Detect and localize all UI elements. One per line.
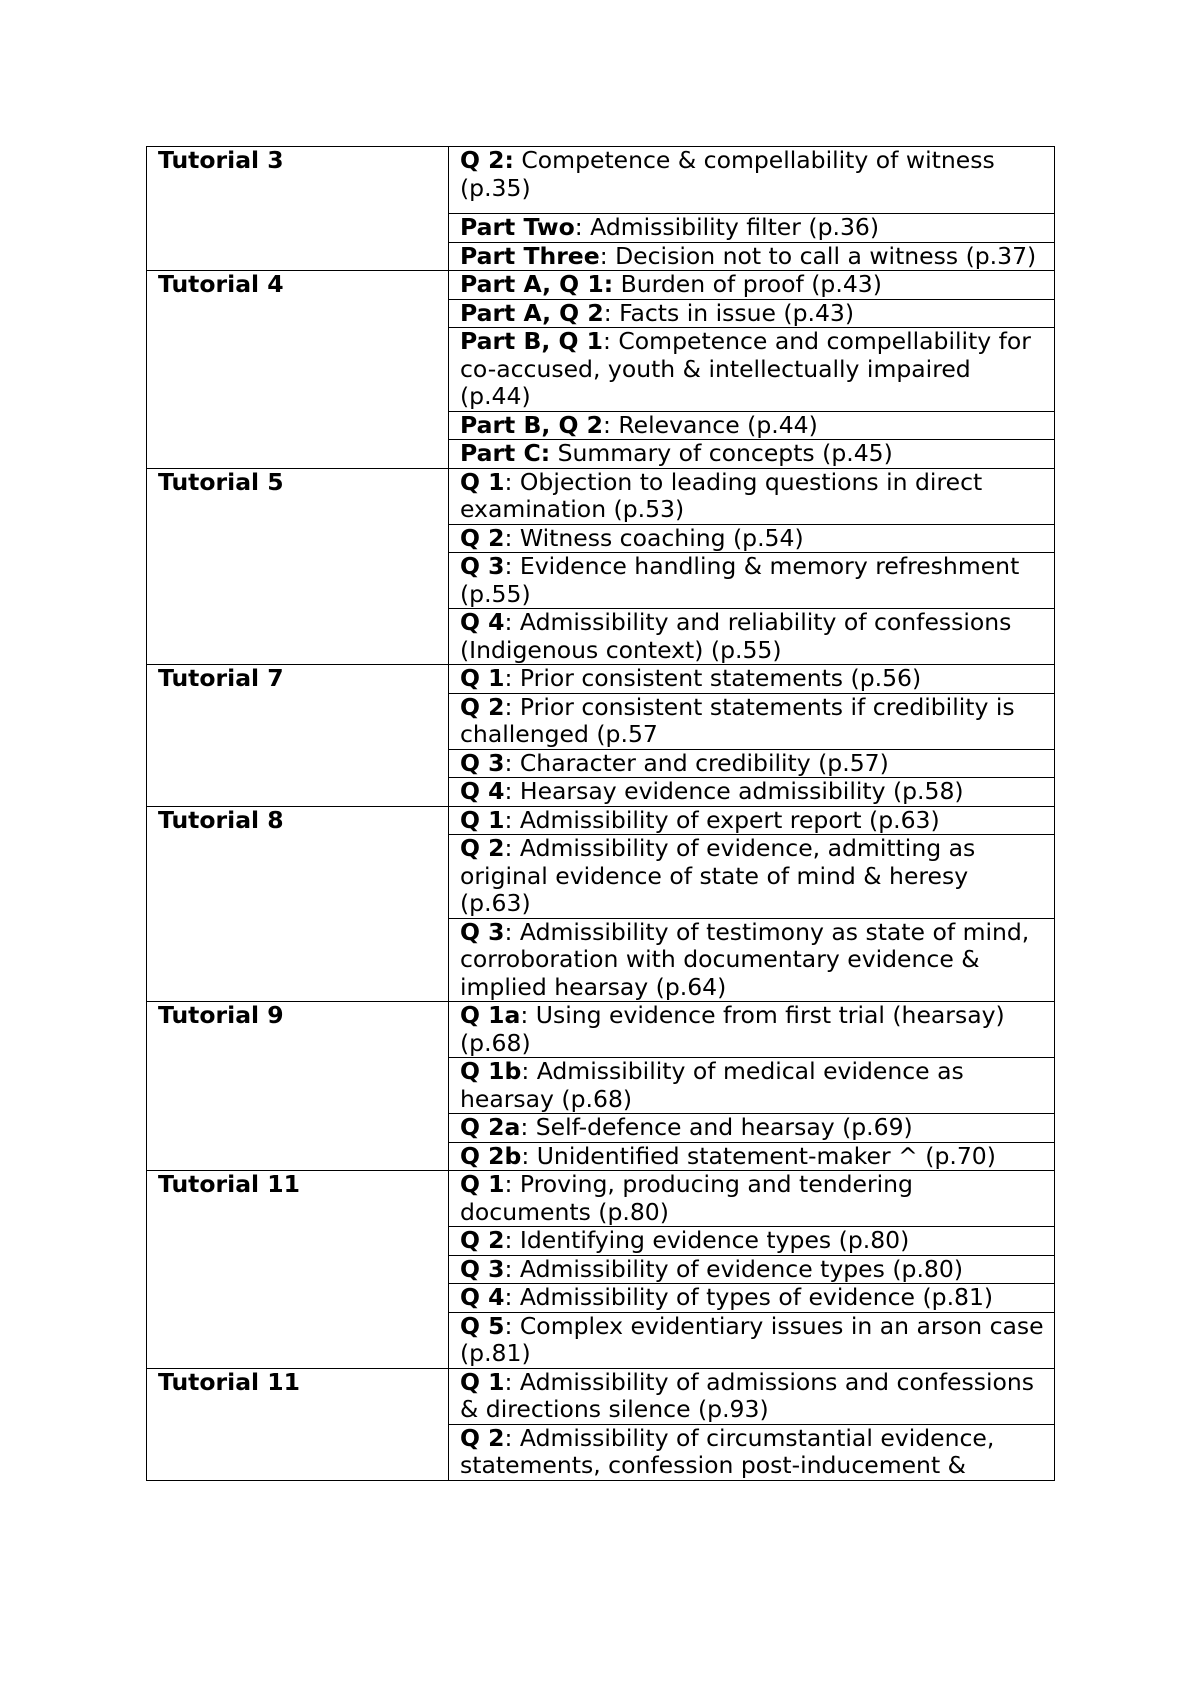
question-text: : Admissibility of medical evidence as hearsay (p.68) xyxy=(460,1057,964,1113)
question-cell xyxy=(449,1114,1055,1143)
question-lead: Q 3 xyxy=(460,917,505,946)
question-lead: Q 3 xyxy=(460,1254,505,1283)
question-lead: Q 2b xyxy=(460,1141,522,1170)
question-cell xyxy=(449,1424,1055,1480)
question-lead: Part A, Q 1: xyxy=(460,270,614,298)
question-cell xyxy=(449,1058,1055,1114)
question-lead: Part Three xyxy=(460,241,600,270)
question-cell xyxy=(449,411,1055,440)
question-cell xyxy=(449,242,1055,271)
question-cell xyxy=(449,693,1055,749)
question-text: : Decision not to call a witness (p.37) xyxy=(599,241,1037,270)
table-row xyxy=(147,271,1055,300)
question-cell xyxy=(449,665,1055,694)
question-text: Summary of concepts (p.45) xyxy=(550,439,893,467)
question-cell xyxy=(449,1171,1055,1227)
question-text: : Prior consistent statements (p.56) xyxy=(504,664,922,692)
question-lead: Q 5 xyxy=(460,1311,505,1340)
question-text: : Admissibility of expert report (p.63) xyxy=(504,805,940,834)
question-lead: Part A, Q 2 xyxy=(460,298,604,327)
question-text: : Facts in issue (p.43) xyxy=(603,298,855,327)
question-lead: Q 3 xyxy=(460,748,505,777)
question-cell xyxy=(449,1142,1055,1171)
question-lead: Q 1 xyxy=(460,805,505,834)
tutorial-label: Tutorial 4 xyxy=(147,271,449,469)
table-row xyxy=(147,665,1055,694)
question-lead: Q 1 xyxy=(460,467,505,496)
question-text: : Identifying evidence types (p.80) xyxy=(504,1226,910,1254)
question-lead: Q 2 xyxy=(460,523,505,552)
question-cell xyxy=(449,1368,1055,1424)
question-cell xyxy=(449,918,1055,1002)
question-cell xyxy=(449,468,1055,524)
question-text: : Complex evidentiary issues in an arson case (p.81) xyxy=(460,1311,1044,1367)
tutorial-label: Tutorial 5 xyxy=(147,468,449,665)
table-row xyxy=(147,806,1055,835)
question-cell xyxy=(449,835,1055,919)
question-cell xyxy=(449,299,1055,328)
question-text: : Admissibility filter (p.36) xyxy=(574,213,880,241)
question-cell xyxy=(449,553,1055,609)
question-text: : Admissibility of circumstantial evidence, statements, confession post-inducement & xyxy=(460,1423,995,1479)
question-lead: Q 4 xyxy=(460,1283,505,1311)
tutorial-label: Tutorial 11 xyxy=(147,1171,449,1369)
question-cell xyxy=(449,1284,1055,1313)
question-lead: Q 1b xyxy=(460,1057,522,1085)
question-lead: Part B, Q 1 xyxy=(460,327,603,355)
question-text: : Witness coaching (p.54) xyxy=(504,523,804,552)
question-lead: Part Two xyxy=(460,213,575,241)
question-lead: Q 2 xyxy=(460,1226,505,1254)
question-text: : Character and credibility (p.57) xyxy=(504,748,889,777)
question-cell xyxy=(449,609,1055,665)
table-row xyxy=(147,468,1055,524)
question-text: Burden of proof (p.43) xyxy=(613,270,882,298)
tutorial-table xyxy=(146,146,1055,1481)
question-text: Competence & compellability of witness (p.35) xyxy=(460,146,995,202)
question-text: : Relevance (p.44) xyxy=(603,410,818,439)
question-cell xyxy=(449,328,1055,412)
question-text: : Using evidence from first trial (hearsay) (p.68) xyxy=(460,1001,1005,1057)
question-lead: Q 1 xyxy=(460,1367,505,1396)
tutorial-label: Tutorial 11 xyxy=(147,1368,449,1480)
tutorial-label: Tutorial 3 xyxy=(147,147,449,271)
question-lead: Q 2a xyxy=(460,1113,521,1141)
question-text: : Proving, producing and tendering documents (p.80) xyxy=(460,1170,913,1226)
question-cell xyxy=(449,1002,1055,1058)
question-lead: Q 4 xyxy=(460,608,505,636)
question-cell xyxy=(449,1255,1055,1284)
question-cell xyxy=(449,440,1055,469)
question-text: : Competence and compellability for co-accused, youth & intellectually impaired (p.44) xyxy=(460,327,1031,410)
question-text: : Admissibility of evidence, admitting as original evidence of state of mind & heresy (p.63) xyxy=(460,834,976,917)
question-text: : Prior consistent statements if credibility is challenged (p.57 xyxy=(460,692,1015,748)
question-cell xyxy=(449,1227,1055,1256)
table-row xyxy=(147,1002,1055,1058)
question-text: : Admissibility of types of evidence (p.81) xyxy=(504,1283,994,1311)
question-lead: Q 2 xyxy=(460,692,505,721)
question-cell xyxy=(449,271,1055,300)
question-cell xyxy=(449,806,1055,835)
tutorial-label: Tutorial 9 xyxy=(147,1002,449,1171)
question-text: : Hearsay evidence admissibility (p.58) xyxy=(504,777,964,805)
question-lead: Q 4 xyxy=(460,777,505,805)
question-lead: Part C: xyxy=(460,439,551,467)
question-text: : Admissibility of evidence types (p.80) xyxy=(504,1254,963,1283)
tutorial-label: Tutorial 7 xyxy=(147,665,449,807)
question-lead: Q 2 xyxy=(460,1423,505,1452)
question-text: : Objection to leading questions in direct examination (p.53) xyxy=(460,467,983,523)
table-row xyxy=(147,1368,1055,1424)
question-cell xyxy=(449,214,1055,243)
question-lead: Q 2: xyxy=(460,146,514,174)
question-cell xyxy=(449,778,1055,807)
question-cell xyxy=(449,524,1055,553)
tutorial-label: Tutorial 8 xyxy=(147,806,449,1002)
question-text: : Self-defence and hearsay (p.69) xyxy=(520,1113,913,1141)
table-row xyxy=(147,147,1055,214)
question-lead: Q 3 xyxy=(460,552,505,580)
table-row xyxy=(147,1171,1055,1227)
question-text: : Unidentified statement-maker ^ (p.70) xyxy=(521,1141,996,1170)
question-lead: Q 1 xyxy=(460,1170,505,1198)
question-lead: Q 1a xyxy=(460,1001,521,1029)
question-cell xyxy=(449,1312,1055,1368)
question-cell xyxy=(449,147,1055,214)
question-text: : Admissibility of admissions and confessions & directions silence (p.93) xyxy=(460,1367,1035,1423)
question-text: : Admissibility of testimony as state of mind, corroboration with documentary evidence & implied hearsay (p.64) xyxy=(460,917,1030,1001)
question-lead: Q 1 xyxy=(460,664,505,692)
question-lead: Part B, Q 2 xyxy=(460,410,603,439)
question-text: : Admissibility and reliability of confessions (Indigenous context) (p.55) xyxy=(460,608,1012,664)
question-cell xyxy=(449,749,1055,778)
question-text: : Evidence handling & memory refreshment (p.55) xyxy=(460,552,1020,608)
question-lead: Q 2 xyxy=(460,834,505,862)
